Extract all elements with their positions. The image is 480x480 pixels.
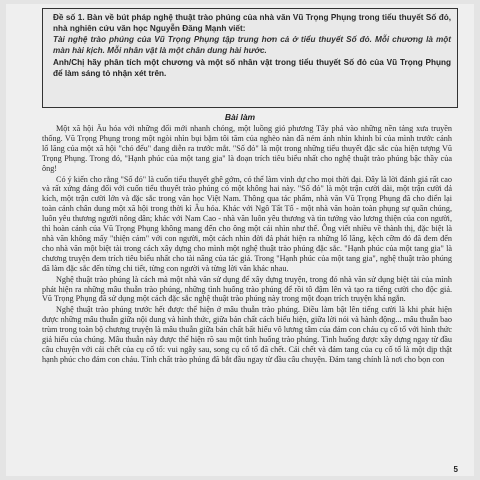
answer-heading: Bài làm: [224, 112, 256, 122]
page-number: 5: [453, 465, 458, 474]
topic-box: [42, 8, 458, 108]
book-page: [6, 4, 474, 476]
paragraph: Có ý kiến cho rằng "Số đỏ" là cuốn tiểu thuyết ghê gớm, có thể làm vinh dự cho mọi thời đại. Đây là lời đánh giá rất cao và rất xứng đáng đối với cuốn tiểu thuyết trào phúng có một không hai này. "Số đỏ" là một trận cười dài, một trận cười đả kích, một trận cười lớn và đặc sắc trong văn học Việt Nam. Thông qua tác phẩm, nhà văn Vũ Trọng Phụng đã cho điển lại toàn cảnh chân dung một xã hội trong thời kì Âu hóa. Khác với Ngô Tất Tố - một nhà văn hoàn toàn phụng sự quần chúng, luôn yêu thương người nông dân; khác với Nam Cao - nhà văn luôn yêu thương và tìn tưởng vào lương thiện của con người, thì hoàn cảnh của Vũ Trọng Phụng không mang đến cho ông một cái nhìn như thế. Ông viết nhiều về thành thị, đặc biệt là nhà văn không mấy "thiện cảm" với con người, một cách nhìn đời đả phát hiện ra những lố lăng, kệch cỡm đó đã đem đến cho nhà văn một biệt tài trong cách xây dựng cho mình một nghệ thuật trào phúng đặc sắc. "Hạnh phúc của một tang gia" là chương truyện đem trích tiêu biểu nhất cho tài năng của tác giả. Trong "Hạnh phúc của một tang gia", nghệ thuật trào phúng đã làm đặc sắc đến từng chi tiết, từng con người và từng lời văn khác nhau.: [42, 174, 452, 273]
topic-intro: Đề số 1. Bàn về bút pháp nghệ thuật trào phúng của nhà văn Vũ Trọng Phụng trong tiểu thuyết Số đỏ, nhà nghiên cứu văn học Nguyễn Đăng Mạnh viết:: [53, 13, 451, 33]
essay-body: [42, 124, 452, 466]
topic-quote: Tài nghệ trào phúng của Vũ Trọng Phụng tập trung hơn cả ở tiểu thuyết Số đỏ. Mỗi chương là một màn hài kịch. Mỗi nhân vật là một chân dung hài hước.: [53, 35, 451, 55]
paragraph: Nghệ thuật trào phúng là cách mà một nhà văn sử dụng để xây dựng truyện, trong đó nhà văn sử dụng biệt tài của mình phát hiện ra những mâu thuẫn trào phúng, những tình huống trào phúng để rồi tô đậm lên và tạo ra tiếng cười cho độc giả. Vũ Trọng Phụng đã sử dụng một cách đặc sắc nghệ thuật trào phúng này trong một đoạn trích truyện khá ngắn.: [42, 274, 452, 304]
paragraph: Một xã hội Âu hóa với những đổi mới nhanh chóng, một luồng gió phương Tây phả vào những nền tảng xưa truyền thống. Vũ Trọng Phụng trong một ngòi nhìn bụi bặm tôi tăm của nghèo nàn đã ném ánh nhìn khinh bỉ của mình trước cảnh lố lăng của một xã hội "chó đểu" đang diễn ra trước mắt. "Số đỏ" là một trong những tiểu thuyết đặc sắc của hiện tượng Vũ Trọng Phụng. Trong đó, "Hạnh phúc của một tang gia" là đoạn trích tiêu biểu nhất cho nghệ thuật trào phúng bậc thầy của ông!: [42, 124, 452, 173]
topic-task: Anh/Chị hãy phân tích một chương và một số nhân vật trong tiểu thuyết Số đỏ của Vũ Trọng Phụng để làm sáng tỏ nhận xét trên.: [53, 58, 451, 78]
paragraph: Nghệ thuật trào phúng trước hết được thể hiện ở mâu thuẫn trào phúng. Điều làm bật lên tiếng cười là khi phát hiện được những mâu thuẫn giữa nội dung và hình thức, giữa bản chất cách biểu hiện, giữa lời nói và hành động... mâu thuẫn bao trùm trong toàn bộ chương truyện là mâu thuẫn giữa bản chất bất hiếu vô lương tâm của đám con cháu cụ cố tổ với hình thức giả hiếu của chúng. Mâu thuẫn này được thể hiện rõ sau một tình huống trào phúng. Tình huống được xây dựng ngay từ đầu câu chuyện với cái chết của cụ cố tổ: vui ngây sau, song cụ cố tổ đã chết. Cái chết và đám tang của cụ cố tổ là một dịp thật hạnh phúc cho đám con cháu. Tính chất trào phúng đã bắt đầu ngay từ đầu câu chuyện. Đám tang chính là nơi cho bọn con: [42, 305, 452, 364]
